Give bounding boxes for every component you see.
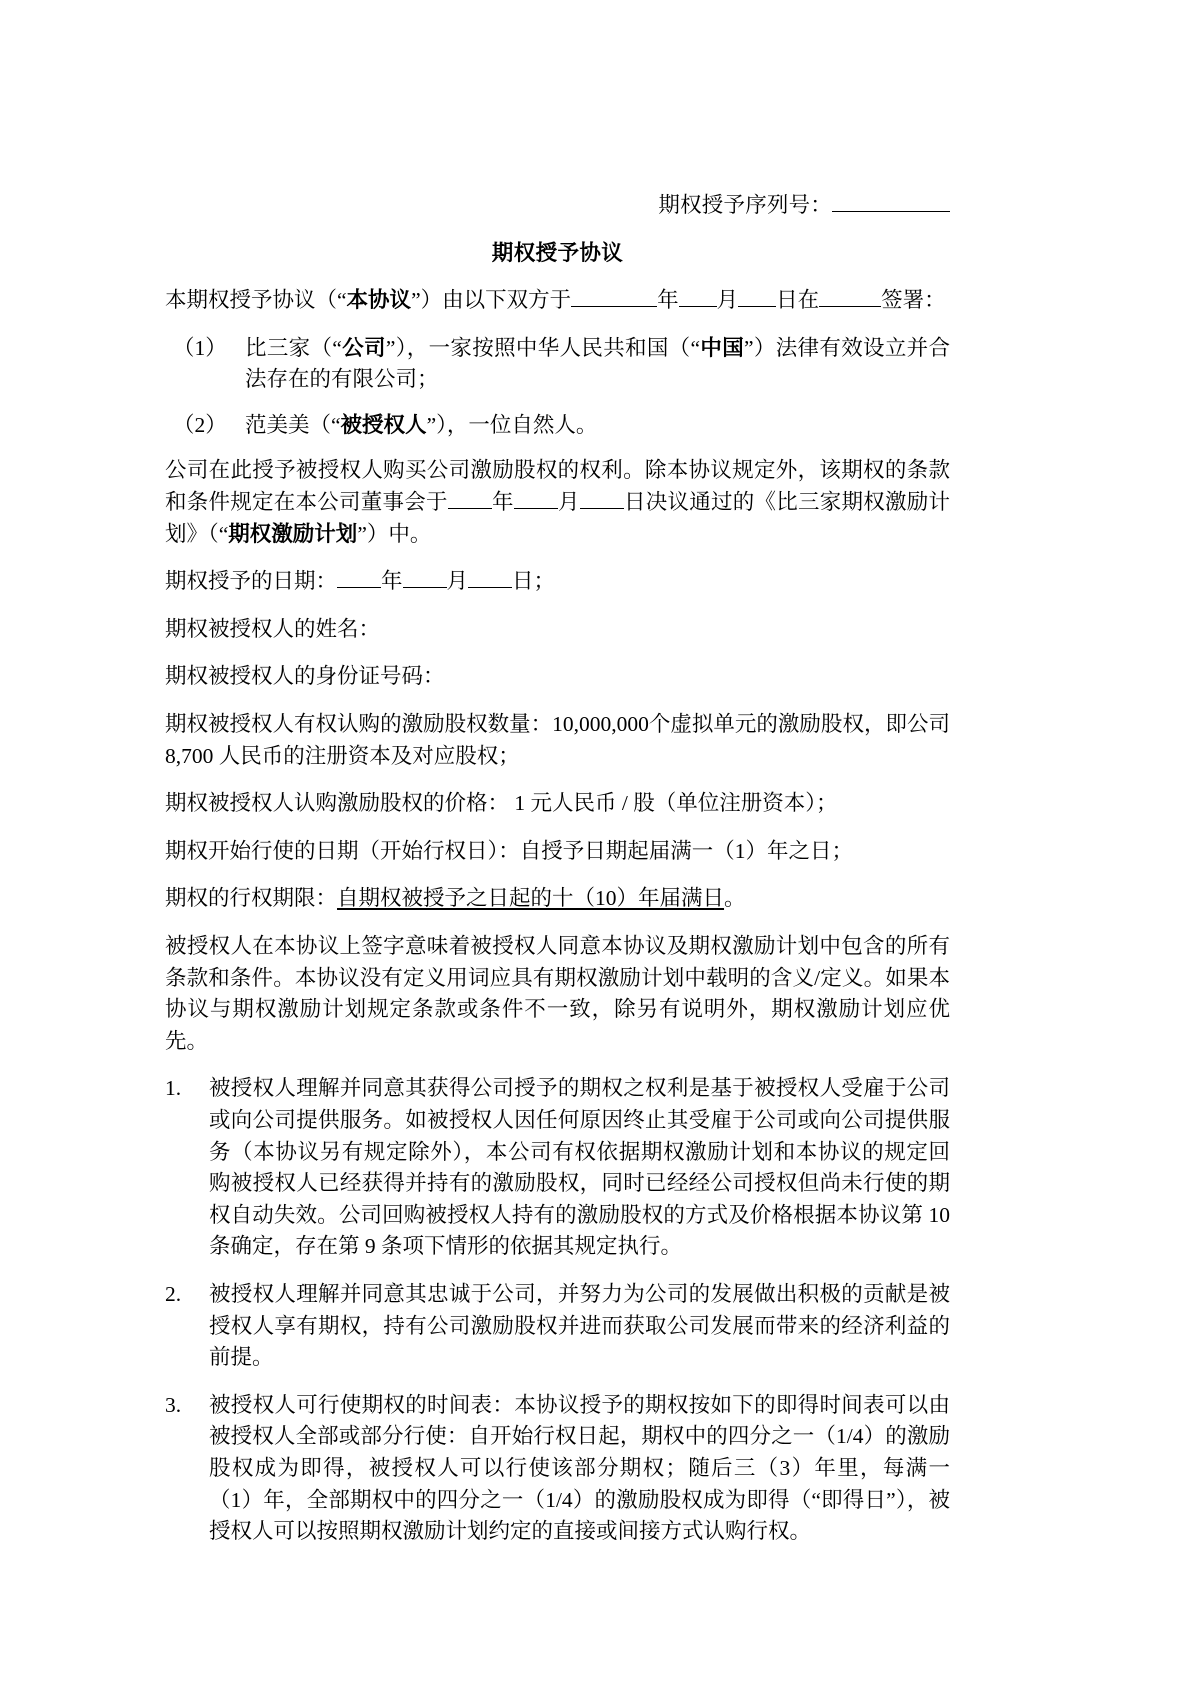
clause-number: 3. — [165, 1392, 182, 1417]
intro-month-unit: 月 — [716, 288, 739, 313]
exercise-term-label: 期权的行权期限： — [165, 886, 338, 911]
party-text — [245, 410, 950, 442]
grantee-name-label: 期权被授权人的姓名： — [165, 616, 381, 641]
clause-number: 1. — [165, 1076, 182, 1101]
party-item — [165, 410, 950, 442]
clause-text: 被授权人理解并同意其忠诚于公司，并努力为公司的发展做出积极的贡献是被授权人享有期权，持有公司激励股权并进而获取公司发展而带来的经济利益的前提。 — [209, 1281, 950, 1370]
grant-date-month-blank[interactable] — [403, 587, 447, 588]
party-defined-term-2: 中国 — [700, 335, 745, 360]
board-year-unit: 年 — [491, 490, 514, 515]
intro-tail: 签署： — [881, 288, 946, 313]
grant-serial-line — [165, 190, 950, 220]
acknowledgement-paragraph: 被授权人在本协议上签字意味着被授权人同意本协议及期权激励计划中包含的所有条款和条件。本协议没有定义用词应具有期权激励计划中载明的含义/定义。如果本协议与期权激励计划规定条款或条件不一致，除另有说明外，期权激励计划应优先。 — [165, 934, 950, 1053]
party-text — [245, 333, 950, 396]
grant-serial-label: 期权授予序列号： — [658, 193, 832, 217]
intro-year-blank[interactable] — [571, 306, 657, 307]
grant-date-day-unit: 日； — [512, 569, 556, 594]
equity-quantity-unit: 个虚拟单元的激励股权，即公司 — [648, 712, 950, 737]
equity-quantity-label: 期权被授权人有权认购的激励股权数量： — [165, 712, 553, 737]
exercise-term-line — [165, 883, 950, 915]
intro-day-blank[interactable] — [738, 306, 776, 307]
exercise-price-line — [165, 788, 950, 820]
party-marker: （1） — [173, 335, 227, 360]
party-mid: ”），一家按照中华人民共和国（“ — [385, 335, 701, 360]
clause-number: 2. — [165, 1281, 182, 1306]
intro-paragraph — [165, 285, 950, 317]
intro-place-blank[interactable] — [819, 306, 881, 307]
exercise-start-date-value: 自授予日期起届满一（1）年之日； — [519, 838, 854, 863]
grantee-id-label: 期权被授权人的身份证号码： — [165, 664, 445, 689]
grant-date-year-blank[interactable] — [337, 587, 381, 588]
exercise-price-label: 期权被授权人认购激励股权的价格： — [165, 791, 510, 816]
plan-defined-term: 期权激励计划 — [228, 521, 358, 546]
page-title: 期权授予协议 — [491, 241, 624, 266]
party-defined-term: 公司 — [341, 335, 386, 360]
party-defined-term: 被授权人 — [340, 412, 427, 437]
grant-paragraph — [165, 455, 950, 550]
party-item — [165, 333, 950, 396]
party-pre: 范美美（“ — [245, 412, 341, 437]
registered-capital-tail: 人民币的注册资本及对应股权； — [218, 743, 520, 768]
intro-year-unit: 年 — [657, 288, 679, 313]
exercise-start-date-label: 期权开始行使的日期（开始行权日）： — [165, 838, 520, 863]
exercise-price-value: 1 元人民币 / 股（单位注册资本）； — [514, 791, 838, 816]
party-marker: （2） — [173, 412, 227, 437]
clause-text: 被授权人理解并同意其获得公司授予的期权之权利是基于被授权人受雇于公司或向公司提供服务。如被授权人因任何原因终止其受雇于公司或向公司提供服务（本协议另有规定除外），本公司有权依据期权激励计划和本协议的规定回购被授权人已经获得并持有的激励股权，同时已经经公司授权但尚未行使的期权自动失效。公司回购被授权人持有的激励股权的方式及价格根据本协议第 10 条确定，存在第 9 条项下情形的依据其规定执行。 — [209, 1076, 950, 1259]
intro-before: 本期权授予协议（“ — [165, 288, 347, 313]
board-day-blank[interactable] — [580, 508, 624, 509]
document-body — [165, 285, 950, 1548]
exercise-term-value: 自期权被授予之日起的十（10）年届满日 — [337, 886, 725, 911]
grant-date-year-unit: 年 — [381, 569, 403, 594]
intro-month-blank[interactable] — [679, 306, 717, 307]
clause-item — [165, 1279, 950, 1374]
intro-defined-term: 本协议 — [346, 288, 412, 313]
intro-after-term: ”）由以下双方于 — [411, 288, 572, 313]
party-pre: 比三家（“ — [245, 335, 342, 360]
party-mid: ”），一位自然人。 — [426, 412, 598, 437]
grantee-id-line — [165, 661, 950, 693]
grantee-name-line — [165, 614, 950, 646]
equity-quantity-amount: 10,000,000 — [552, 712, 649, 737]
grant-date-label: 期权授予的日期： — [165, 569, 338, 594]
registered-capital-amount: 8,700 — [165, 743, 214, 768]
grant-date-line — [165, 566, 950, 598]
grant-plan-lead: 日决议通过的《比三家期权激励计划》（“ — [165, 490, 950, 546]
exercise-term-tail: 。 — [724, 886, 746, 911]
intro-day-unit: 日在 — [776, 288, 820, 313]
clause-text: 被授权人可行使期权的时间表：本协议授予的期权按如下的即得时间表可以由被授权人全部或部分行使：自开始行权日起，期权中的四分之一（1/4）的激励股权成为即得，被授权人可以行使该部分期权；随后三（3）年里，每满一（1）年，全部期权中的四分之一（1/4）的激励股权成为即得（“即得日”），被授权人可以按照期权激励计划约定的直接或间接方式认购行权。 — [209, 1392, 950, 1544]
clause-item — [165, 1390, 950, 1548]
equity-quantity-line — [165, 709, 950, 772]
clause-item — [165, 1073, 950, 1263]
grant-date-month-unit: 月 — [446, 569, 469, 594]
grant-serial-blank[interactable] — [832, 211, 950, 212]
grant-date-day-blank[interactable] — [468, 587, 512, 588]
board-month-unit: 月 — [557, 490, 580, 515]
party-post: ”）法律有效设立并合法存在的有限公司； — [245, 335, 950, 392]
board-year-blank[interactable] — [448, 508, 492, 509]
grant-part-1: 公司在此授予被授权人购买公司激励股权的权利。除本协议规定外，该期权的条款和条件规定在本公司董事会于 — [165, 458, 950, 515]
grant-part-end: ”）中。 — [357, 521, 432, 546]
board-month-blank[interactable] — [514, 508, 558, 509]
exercise-start-date-line — [165, 836, 950, 868]
